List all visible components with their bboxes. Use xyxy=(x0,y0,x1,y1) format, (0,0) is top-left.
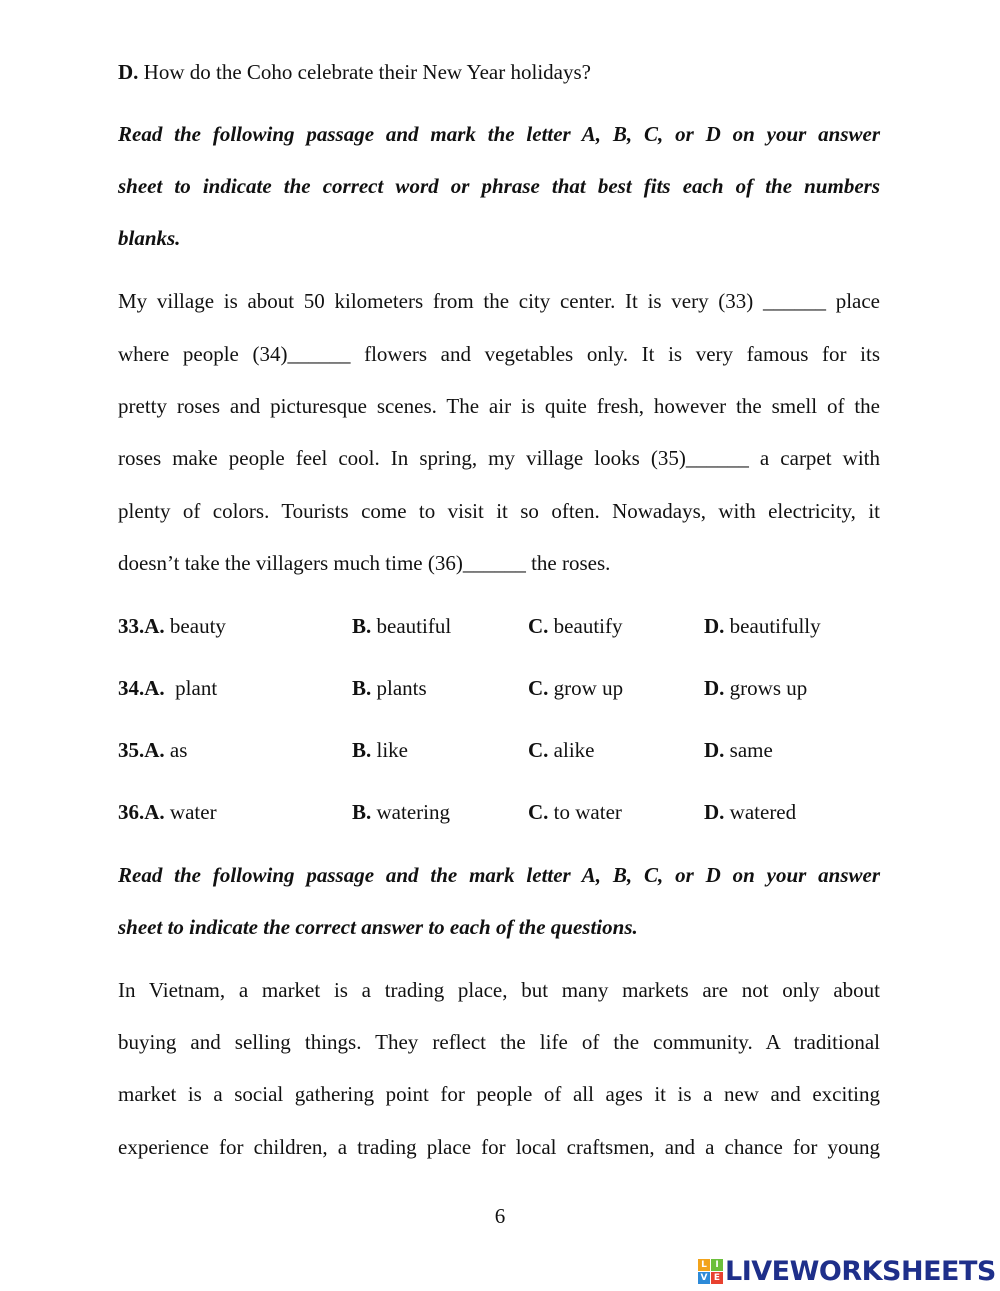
q36-b-label: B. xyxy=(352,800,372,824)
q35-option-c xyxy=(528,736,594,764)
instruction-1-line-3: blanks. xyxy=(118,226,181,250)
q35-option-a xyxy=(118,736,187,764)
q34-number: 34.A. xyxy=(118,676,165,700)
q36-d-label: D. xyxy=(704,800,725,824)
q35-d-text: same xyxy=(724,738,773,762)
q34-option-a xyxy=(118,674,217,702)
liveworksheets-logo-icon xyxy=(698,1259,723,1284)
q36-option-b xyxy=(352,798,450,826)
passage-1-line-1: My village is about 50 kilometers from the city center. It is very (33) ______ place xyxy=(118,289,880,313)
question-d-letter: D. xyxy=(118,60,139,84)
q33-d-label: D. xyxy=(704,614,725,638)
q34-b-label: B. xyxy=(352,676,372,700)
q33-c-label: C. xyxy=(528,614,549,638)
q35-option-d xyxy=(704,736,773,764)
passage-2-line-1: In Vietnam, a market is a trading place, but many markets are not only about xyxy=(118,978,880,1002)
page-number: 6 xyxy=(494,1204,506,1228)
logo-tile: I xyxy=(711,1259,723,1271)
q35-number: 35.A. xyxy=(118,738,165,762)
question-d xyxy=(118,58,880,86)
q34-option-d xyxy=(704,674,807,702)
q34-option-c xyxy=(528,674,623,702)
q36-option-a xyxy=(118,798,217,826)
q36-c-text: to water xyxy=(548,800,622,824)
q36-option-c xyxy=(528,798,622,826)
q35-d-label: D. xyxy=(704,738,725,762)
q36-c-label: C. xyxy=(528,800,549,824)
passage-2-line-3: market is a social gathering point for people of all ages it is a new and exciting xyxy=(118,1082,880,1106)
q34-c-text: grow up xyxy=(548,676,624,700)
q33-b-text: beautiful xyxy=(371,614,452,638)
q33-number: 33.A. xyxy=(118,614,165,638)
q34-c-label: C. xyxy=(528,676,549,700)
passage-1-line-3: pretty roses and picturesque scenes. The air is quite fresh, however the smell of the xyxy=(118,394,880,418)
q34-a-text: plant xyxy=(164,676,218,700)
passage-2-line-4: experience for children, a trading place for local craftsmen, and a chance for young xyxy=(118,1135,880,1159)
brand-text: LIVEWORKSHEETS xyxy=(725,1255,996,1287)
liveworksheets-brand[interactable] xyxy=(698,1256,996,1286)
q33-option-a xyxy=(118,612,226,640)
instruction-1-line-1: Read the following passage and mark the letter A, B, C, or D on your answer xyxy=(118,122,880,146)
passage-1-line-5: plenty of colors. Tourists come to visit it so often. Nowadays, with electricity, it xyxy=(118,499,880,523)
q35-c-label: C. xyxy=(528,738,549,762)
passage-1-line-4: roses make people feel cool. In spring, my village looks (35)______ a carpet with xyxy=(118,446,880,470)
instruction-2-line-2: sheet to indicate the correct answer to each of the questions. xyxy=(118,915,638,939)
question-d-text: How do the Coho celebrate their New Year holidays? xyxy=(138,60,591,84)
instruction-2-line-1: Read the following passage and the mark letter A, B, C, or D on your answer xyxy=(118,863,880,887)
q35-option-b xyxy=(352,736,408,764)
logo-tile: V xyxy=(698,1272,710,1284)
q36-option-d xyxy=(704,798,796,826)
q33-option-c xyxy=(528,612,622,640)
q35-c-text: alike xyxy=(548,738,595,762)
q34-d-text: grows up xyxy=(724,676,808,700)
q36-d-text: watered xyxy=(724,800,797,824)
q33-a-text: beauty xyxy=(164,614,226,638)
q36-a-text: water xyxy=(164,800,217,824)
q35-a-text: as xyxy=(164,738,188,762)
q33-b-label: B. xyxy=(352,614,372,638)
q34-d-label: D. xyxy=(704,676,725,700)
q35-b-text: like xyxy=(371,738,409,762)
q33-c-text: beautify xyxy=(548,614,623,638)
q36-b-text: watering xyxy=(371,800,450,824)
logo-tile: E xyxy=(711,1272,723,1284)
q34-b-text: plants xyxy=(371,676,427,700)
q34-option-b xyxy=(352,674,427,702)
q33-option-d xyxy=(704,612,821,640)
q33-d-text: beautifully xyxy=(724,614,821,638)
passage-1-line-2: where people (34)______ flowers and vegetables only. It is very famous for its xyxy=(118,342,880,366)
passage-2-line-2: buying and selling things. They reflect the life of the community. A traditional xyxy=(118,1030,880,1054)
instruction-1-line-2: sheet to indicate the correct word or phrase that best fits each of the numbers xyxy=(118,174,880,198)
passage-1-line-6: doesn’t take the villagers much time (36)______ the roses. xyxy=(118,551,611,575)
q36-number: 36.A. xyxy=(118,800,165,824)
q35-b-label: B. xyxy=(352,738,372,762)
q33-option-b xyxy=(352,612,451,640)
logo-tile: L xyxy=(698,1259,710,1271)
